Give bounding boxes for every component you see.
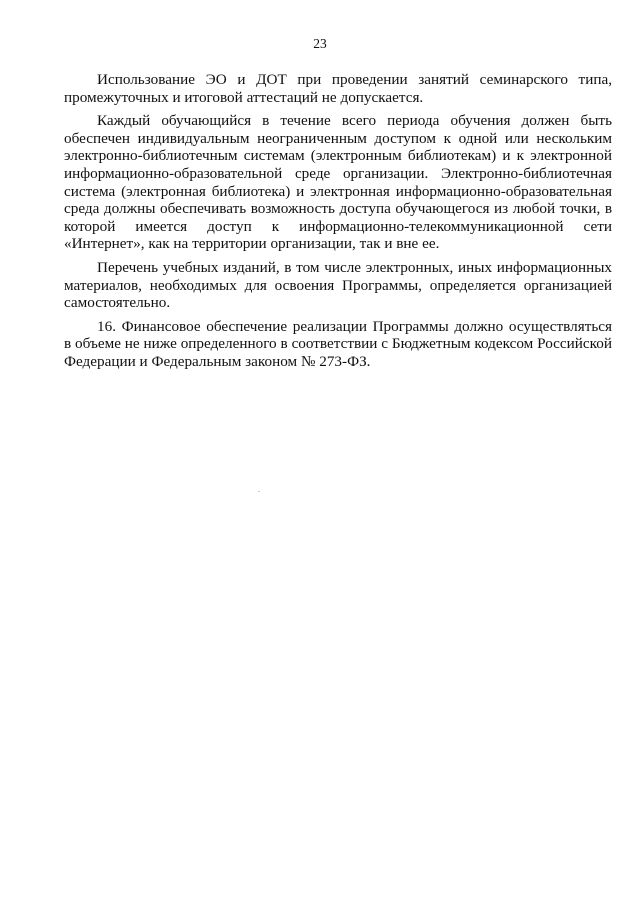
scan-speck: [258, 491, 260, 492]
paragraph-library-access: Каждый обучающийся в течение всего периода обучения должен быть обеспечен индивидуальным неограниченным доступом к одной или нескольким электронно-библиотечным системам (электронным библиотекам) и к электронной информационно-образовательной среде организации. Электронно-библиотечная система (электронная библиотека) и электронная информационно-образовательная среда должны обеспечивать возможность доступа обучающегося из любой точки, в которой имеется доступ к информационно-телекоммуникационной сети «Интернет», как на территории организации, так и вне ее.: [64, 112, 612, 253]
paragraph-eo-dot-restriction: Использование ЭО и ДОТ при проведении занятий семинарского типа, промежуточных и итоговой аттестаций не допускается.: [64, 71, 612, 106]
document-body: [64, 71, 612, 371]
paragraph-educational-materials: Перечень учебных изданий, в том числе электронных, иных информационных материалов, необходимых для освоения Программы, определяется организацией самостоятельно.: [64, 258, 612, 312]
paragraph-financial-support: 16. Финансовое обеспечение реализации Программы должно осуществляться в объеме не ниже определенного в соответствии с Бюджетным кодексом Российской Федерации и Федеральным законом № 273-ФЗ.: [64, 317, 612, 370]
page-number: 23: [313, 36, 327, 51]
